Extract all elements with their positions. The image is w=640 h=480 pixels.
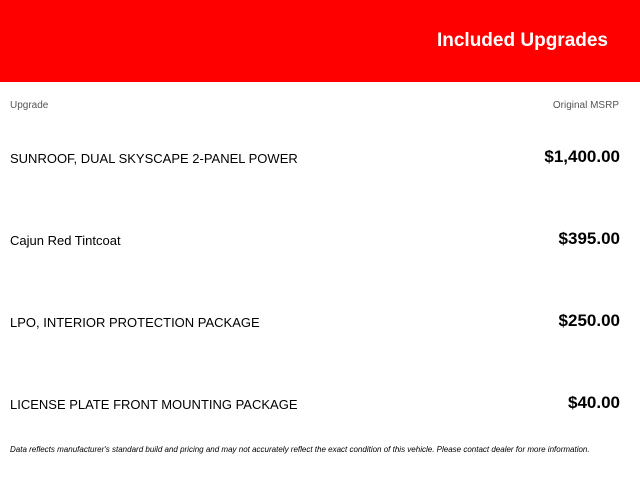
upgrade-row [10,310,620,334]
column-header-msrp: Original MSRP [552,100,619,111]
upgrade-row [10,228,620,252]
upgrade-price: $250.00 [558,311,620,330]
upgrade-row [10,392,620,416]
upgrade-name: SUNROOF, DUAL SKYSCAPE 2-PANEL POWER [10,151,298,166]
column-header-upgrade: Upgrade [10,100,49,111]
disclaimer-text: Data reflects manufacturer's standard build and pricing and may not accurately reflect the exact condition of this vehicle. Please contact dealer for more information. [10,445,590,454]
upgrade-row [10,146,620,170]
page-title: Included Upgrades [436,30,608,51]
upgrade-price: $40.00 [568,393,620,412]
upgrade-name: LPO, INTERIOR PROTECTION PACKAGE [10,315,260,330]
upgrade-name: Cajun Red Tintcoat [10,233,121,248]
upgrade-price: $395.00 [558,229,620,248]
upgrade-price: $1,400.00 [544,147,620,166]
header-banner [0,0,640,82]
upgrade-name: LICENSE PLATE FRONT MOUNTING PACKAGE [10,397,298,412]
